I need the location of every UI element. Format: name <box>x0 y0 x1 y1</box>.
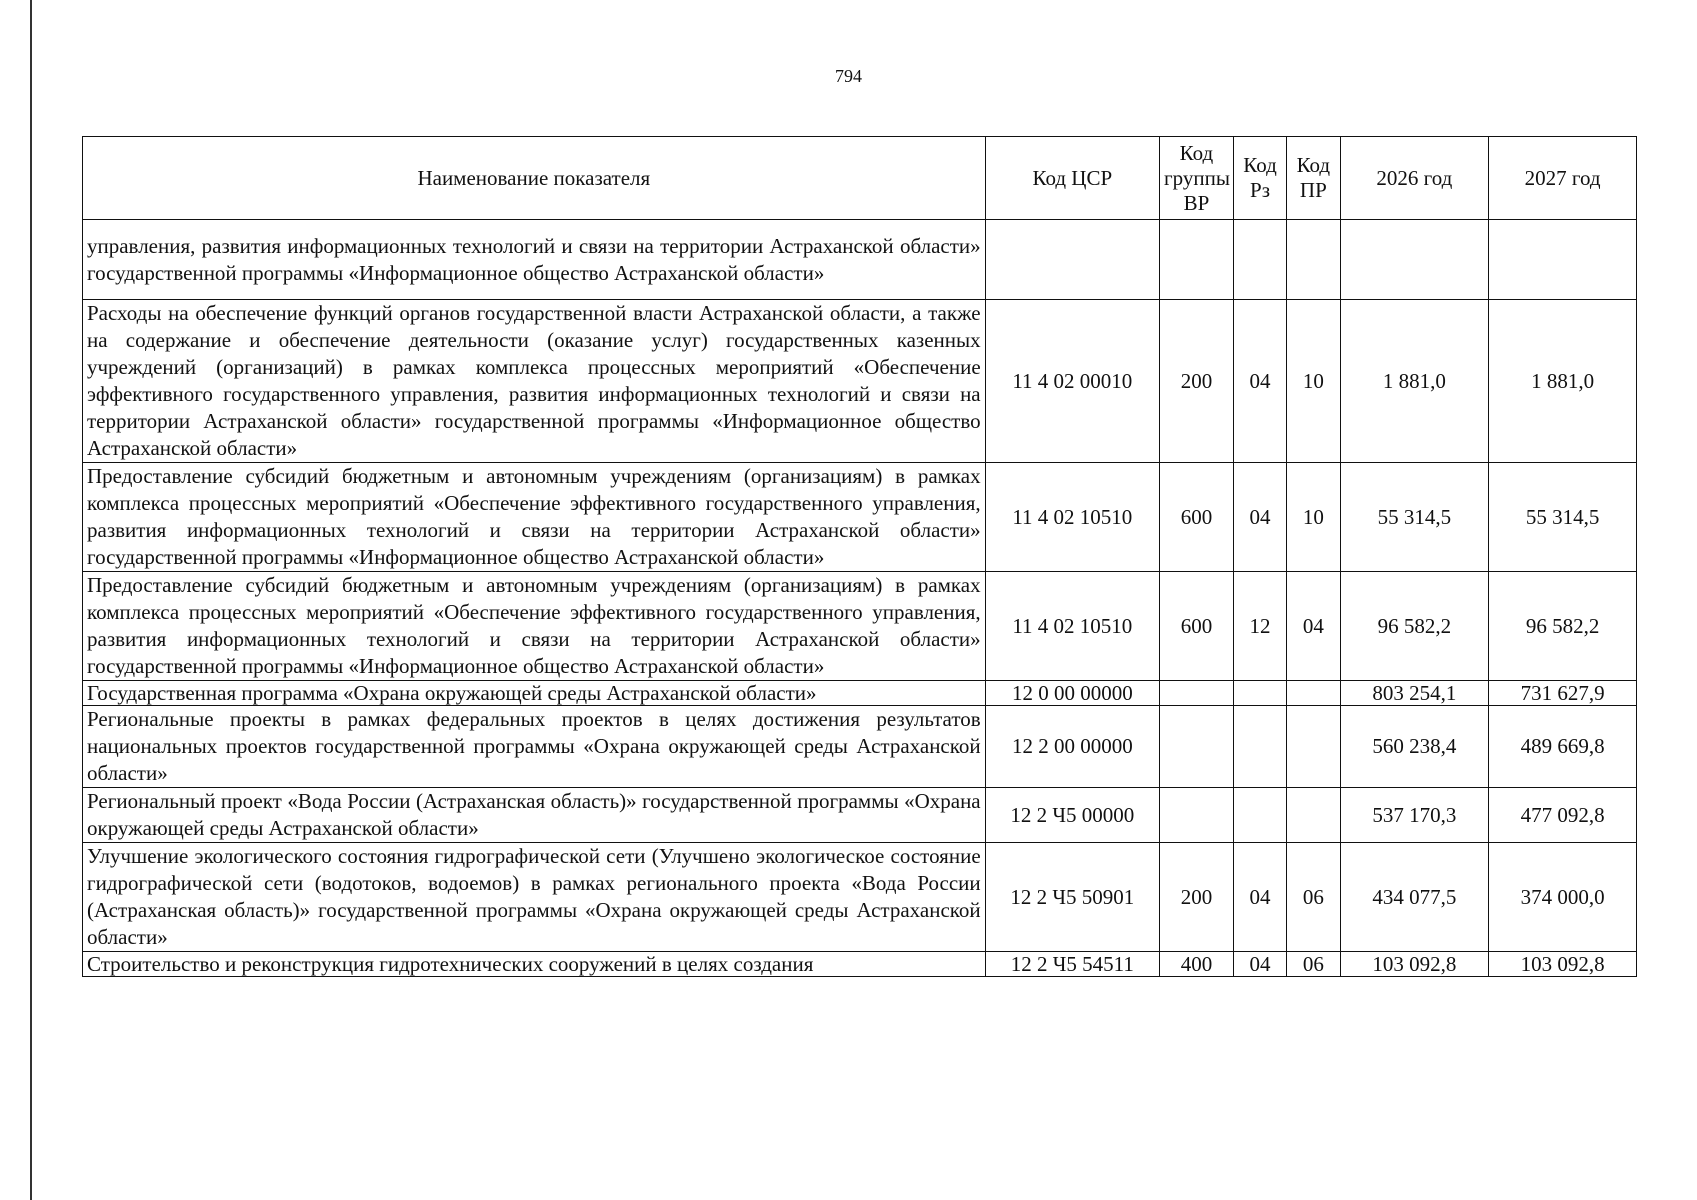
row-pr: 10 <box>1287 463 1340 572</box>
budget-table <box>82 136 1637 977</box>
row-name: управления, развития информационных технологий и связи на территории Астраханской области» государственной программы «Информационное общество Астраханской области» <box>83 220 986 300</box>
row-vr: 400 <box>1160 952 1234 977</box>
table-header-row <box>83 137 1637 220</box>
row-pr <box>1287 681 1340 706</box>
row-2026: 803 254,1 <box>1340 681 1489 706</box>
row-2026: 103 092,8 <box>1340 952 1489 977</box>
row-csr: 12 2 Ч5 54511 <box>985 952 1159 977</box>
table-row <box>83 220 1637 300</box>
row-2026: 1 881,0 <box>1340 300 1489 463</box>
row-vr <box>1160 220 1234 300</box>
table-row <box>83 300 1637 463</box>
table-row <box>83 706 1637 788</box>
row-name: Государственная программа «Охрана окружающей среды Астраханской области» <box>83 681 986 706</box>
row-2027: 103 092,8 <box>1489 952 1637 977</box>
row-csr: 12 2 Ч5 00000 <box>985 788 1159 843</box>
row-csr: 11 4 02 10510 <box>985 572 1159 681</box>
row-csr: 12 2 00 00000 <box>985 706 1159 788</box>
row-2026: 537 170,3 <box>1340 788 1489 843</box>
row-name: Строительство и реконструкция гидротехнических сооружений в целях создания <box>83 952 986 977</box>
row-2027: 731 627,9 <box>1489 681 1637 706</box>
row-2026: 434 077,5 <box>1340 843 1489 952</box>
row-rz <box>1233 220 1286 300</box>
row-pr <box>1287 706 1340 788</box>
row-2027: 489 669,8 <box>1489 706 1637 788</box>
row-vr: 200 <box>1160 843 1234 952</box>
row-2027 <box>1489 220 1637 300</box>
row-csr: 12 0 00 00000 <box>985 681 1159 706</box>
row-pr <box>1287 220 1340 300</box>
row-vr <box>1160 706 1234 788</box>
header-name: Наименование показателя <box>83 137 986 220</box>
row-csr: 11 4 02 00010 <box>985 300 1159 463</box>
table-row <box>83 788 1637 843</box>
row-2027: 1 881,0 <box>1489 300 1637 463</box>
header-rz: Код Рз <box>1233 137 1286 220</box>
table-row <box>83 843 1637 952</box>
row-rz: 04 <box>1233 300 1286 463</box>
row-pr: 10 <box>1287 300 1340 463</box>
row-vr: 200 <box>1160 300 1234 463</box>
row-2027: 477 092,8 <box>1489 788 1637 843</box>
row-rz: 04 <box>1233 463 1286 572</box>
header-2026: 2026 год <box>1340 137 1489 220</box>
row-name: Улучшение экологического состояния гидрографической сети (Улучшено экологическое состояние гидрографической сети (водотоков, водоемов) в рамках регионального проекта «Вода России (Астраханская область)» государственной программы «Охрана окружающей среды Астраханской области» <box>83 843 986 952</box>
row-2027: 374 000,0 <box>1489 843 1637 952</box>
row-vr: 600 <box>1160 463 1234 572</box>
row-pr: 06 <box>1287 843 1340 952</box>
row-vr <box>1160 788 1234 843</box>
table-row <box>83 952 1637 977</box>
table-row <box>83 463 1637 572</box>
row-2027: 55 314,5 <box>1489 463 1637 572</box>
row-rz: 12 <box>1233 572 1286 681</box>
row-csr <box>985 220 1159 300</box>
row-name: Региональные проекты в рамках федеральных проектов в целях достижения результатов национальных проектов государственной программы «Охрана окружающей среды Астраханской области» <box>83 706 986 788</box>
row-2026: 96 582,2 <box>1340 572 1489 681</box>
table-row <box>83 572 1637 681</box>
row-name: Региональный проект «Вода России (Астраханская область)» государственной программы «Охрана окружающей среды Астраханской области» <box>83 788 986 843</box>
row-vr: 600 <box>1160 572 1234 681</box>
row-rz <box>1233 788 1286 843</box>
row-rz <box>1233 706 1286 788</box>
row-name: Расходы на обеспечение функций органов государственной власти Астраханской области, а также на содержание и обеспечение деятельности (оказание услуг) государственных казенных учреждений (организаций) в рамках комплекса процессных мероприятий «Обеспечение эффективного государственного управления, развития информационных технологий и связи на территории Астраханской области» государственной программы «Информационное общество Астраханской области» <box>83 300 986 463</box>
header-pr: Код ПР <box>1287 137 1340 220</box>
header-vr: Код группы ВР <box>1160 137 1234 220</box>
row-rz: 04 <box>1233 843 1286 952</box>
header-2027: 2027 год <box>1489 137 1637 220</box>
row-pr: 06 <box>1287 952 1340 977</box>
row-name: Предоставление субсидий бюджетным и автономным учреждениям (организациям) в рамках комплекса процессных мероприятий «Обеспечение эффективного государственного управления, развития информационных технологий и связи на территории Астраханской области» государственной программы «Информационное общество Астраханской области» <box>83 463 986 572</box>
row-rz <box>1233 681 1286 706</box>
row-2026: 55 314,5 <box>1340 463 1489 572</box>
row-pr: 04 <box>1287 572 1340 681</box>
row-2026: 560 238,4 <box>1340 706 1489 788</box>
row-csr: 12 2 Ч5 50901 <box>985 843 1159 952</box>
row-pr <box>1287 788 1340 843</box>
binding-margin-line <box>30 0 32 1200</box>
page-number: 794 <box>835 66 862 86</box>
row-2026 <box>1340 220 1489 300</box>
header-csr: Код ЦСР <box>985 137 1159 220</box>
table-row <box>83 681 1637 706</box>
row-2027: 96 582,2 <box>1489 572 1637 681</box>
row-name: Предоставление субсидий бюджетным и автономным учреждениям (организациям) в рамках комплекса процессных мероприятий «Обеспечение эффективного государственного управления, развития информационных технологий и связи на территории Астраханской области» государственной программы «Информационное общество Астраханской области» <box>83 572 986 681</box>
row-vr <box>1160 681 1234 706</box>
row-csr: 11 4 02 10510 <box>985 463 1159 572</box>
row-rz: 04 <box>1233 952 1286 977</box>
